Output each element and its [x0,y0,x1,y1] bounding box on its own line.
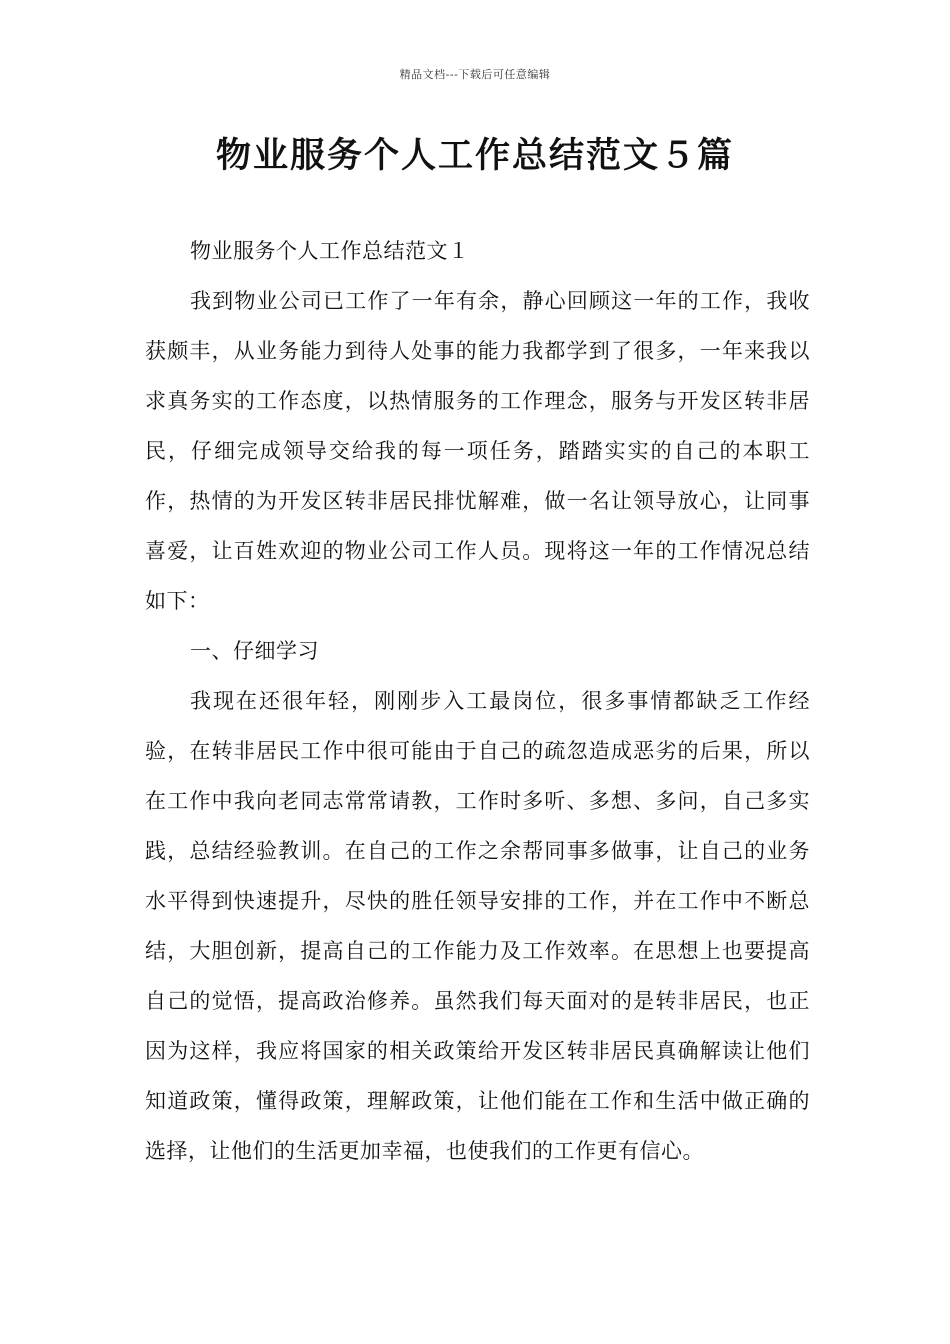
section-heading: 物业服务个人工作总结范文１ [190,239,470,263]
body-paragraph: 我到物业公司已工作了一年有余，静心回顾这一年的工作，我收获颇丰，从业务能力到待人处事的能力我都学到了很多，一年来我以求真务实的工作态度，以热情服务的工作理念，服务与开发区转非居民，仔细完成领导交给我的每一项任务，踏踏实实的自己的本职工作，热情的为开发区转非居民排忧解难，做一名让领导放心，让同事喜爱，让百姓欢迎的物业公司工作人员。现将这一年的工作情况总结如下： [145,289,810,613]
document-body [145,226,810,1176]
document-title: 物业服务个人工作总结范文５篇 [215,136,734,176]
subsection-heading: 一、仔细学习 [190,639,319,663]
header-note: 精品文档---下载后可任意编辑 [399,68,551,81]
body-paragraph: 我现在还很年轻，刚刚步入工最岗位，很多事情都缺乏工作经验，在转非居民工作中很可能由于自己的疏忽造成恶劣的后果，所以在工作中我向老同志常常请教，工作时多听、多想、多问，自己多实践，总结经验教训。在自己的工作之余帮同事多做事，让自己的业务水平得到快速提升，尽快的胜任领导安排的工作，并在工作中不断总结，大胆创新，提高自己的工作能力及工作效率。在思想上也要提高自己的觉悟，提高政治修养。虽然我们每天面对的是转非居民，也正因为这样，我应将国家的相关政策给开发区转非居民真确解读让他们知道政策，懂得政策，理解政策，让他们能在工作和生活中做正确的选择，让他们的生活更加幸福，也使我们的工作更有信心。 [145,689,810,1163]
